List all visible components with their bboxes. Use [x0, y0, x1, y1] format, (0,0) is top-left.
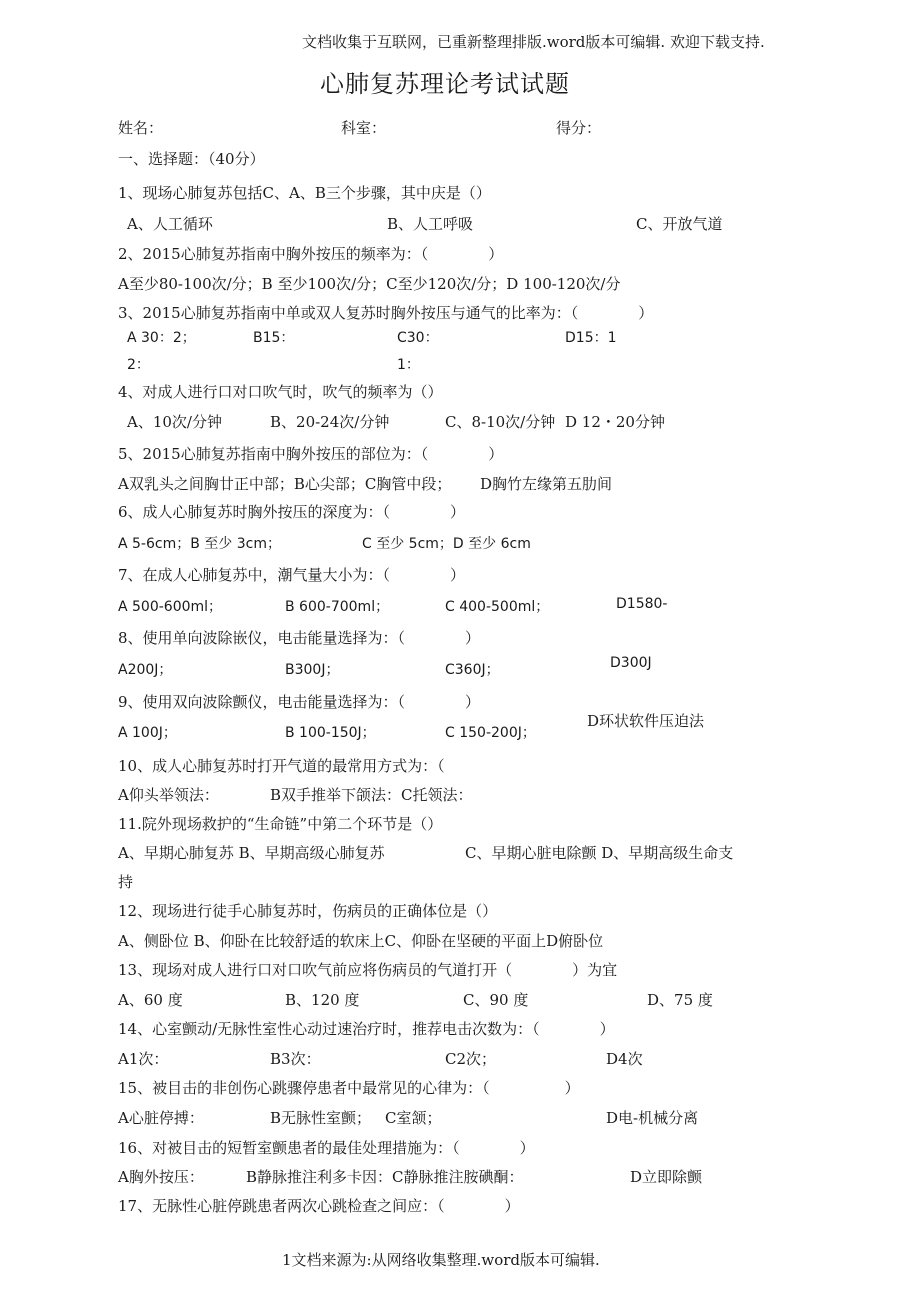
option: C30：	[397, 330, 439, 346]
option: D15：1	[565, 330, 617, 346]
option: A、侧卧位 B、仰卧在比较舒适的软床上C、仰卧在坚硬的平面上D俯卧位	[118, 932, 604, 950]
option: C 400-500ml；	[445, 599, 550, 615]
option: 1：	[397, 357, 420, 373]
score-label: 得分：	[556, 119, 602, 137]
option: A仰头举领法：	[118, 786, 219, 804]
option: A至少80-100次/分；B 至少100次/分；C至少120次/分；D 100-120次/分	[118, 275, 621, 293]
option: D、75 度	[647, 991, 713, 1009]
option: A、人工循环	[127, 215, 213, 233]
option: D电-机械分离	[606, 1109, 699, 1127]
question-stem: 7、在成人心肺复苏中，潮气量大小为：（ ）	[118, 566, 466, 584]
question-stem: 3、2015心肺复苏指南中单或双人复苏时胸外按压与通气的比率为：（ ）	[118, 304, 654, 322]
page-title: 心肺复苏理论考试试题	[320, 70, 570, 98]
option: A、早期心肺复苏 B、早期高级心肺复苏	[118, 844, 385, 862]
question-stem: 5、2015心肺复苏指南中胸外按压的部位为：（ ）	[118, 445, 504, 463]
option: B、120 度	[285, 991, 360, 1009]
question-stem: 6、成人心肺复苏时胸外按压的深度为：（ ）	[118, 503, 466, 521]
option: C2次；	[445, 1050, 497, 1068]
option: A200J；	[118, 662, 173, 678]
question-stem: 9、使用双向波除颤仪，电击能量选择为：（ ）	[118, 693, 481, 711]
option: A 100J；	[118, 725, 177, 741]
option: D环状软件压迫法	[587, 712, 705, 730]
option: B300J；	[285, 662, 340, 678]
question-stem: 16、对被目击的短暂室颤患者的最佳处理措施为：（ ）	[118, 1139, 535, 1157]
dept-label: 科室：	[341, 119, 387, 137]
option: A、10次/分钟	[127, 413, 222, 431]
option: A、60 度	[118, 991, 183, 1009]
option: A 5-6cm；B 至少 3cm；	[118, 536, 281, 552]
option: A1次：	[118, 1050, 169, 1068]
option: A胸外按压：	[118, 1168, 204, 1186]
option: D胸竹左缘第五肋间	[480, 475, 613, 493]
option: B无脉性室颤；	[270, 1109, 372, 1127]
option: B、20-24次/分钟	[270, 413, 390, 431]
option: B 600-700ml；	[285, 599, 390, 615]
question-stem: 8、使用单向波除嵌仪，电击能量选择为：（ ）	[118, 629, 481, 647]
question-stem: 13、现场对成人进行口对口吹气前应将伤病员的气道打开（ ）为宜	[118, 961, 618, 979]
question-stem: 14、心室颤动/无脉性室性心动过速治疗时，推荐电击次数为：（ ）	[118, 1020, 615, 1038]
option: B3次：	[270, 1050, 321, 1068]
option: C 至少 5cm；D 至少 6cm	[362, 536, 531, 552]
option: A 30：2；	[127, 330, 196, 346]
option: 2：	[127, 357, 150, 373]
option: C室颔；	[385, 1109, 442, 1127]
option: B双手推举下颌法：C托领法：	[270, 786, 473, 804]
option: D300J	[610, 655, 652, 671]
question-stem: 10、成人心肺复苏时打开气道的最常用方式为：（	[118, 757, 445, 775]
option: D4次	[606, 1050, 643, 1068]
header-note: 文档收集于互联网，已重新整理排版.word版本可编辑. 欢迎下载支持.	[302, 33, 765, 51]
option: B 100-150J；	[285, 725, 376, 741]
option: A 500-600ml；	[118, 599, 223, 615]
option: 持	[118, 873, 134, 891]
question-stem: 15、被目击的非创伤心跳骤停患者中最常见的心律为：（ ）	[118, 1079, 580, 1097]
option: B、人工呼吸	[387, 215, 474, 233]
option: C、8-10次/分钟	[445, 413, 556, 431]
question-stem: 4、对成人进行口对口吹气时，吹气的频率为（）	[118, 383, 443, 401]
option: C、早期心脏电除颤 D、早期高级生命支	[465, 844, 734, 862]
option: D1580-	[616, 596, 668, 612]
option: B15：	[253, 330, 295, 346]
option: C 150-200J；	[445, 725, 536, 741]
question-stem: 2、2015心肺复苏指南中胸外按压的频率为：（ ）	[118, 245, 504, 263]
question-stem: 1、现场心肺复苏包括C、A、B三个步骤，其中庆是（）	[118, 184, 491, 202]
option: A心脏停搏：	[118, 1109, 204, 1127]
option: D立即除颤	[630, 1168, 703, 1186]
option: B静脉推注利多卡因：C静脉推注胺碘酮：	[246, 1168, 524, 1186]
name-label: 姓名：	[118, 119, 164, 137]
question-stem: 11.院外现场救护的“生命链”中第二个环节是（）	[118, 815, 443, 833]
section-heading: 一、选择题：（40分）	[118, 150, 265, 168]
option: A双乳头之间胸廿正中部；B心尖部；C胸管中段；	[118, 475, 452, 493]
option: D 12・20分钟	[565, 413, 665, 431]
option: C、90 度	[463, 991, 529, 1009]
option: C360J；	[445, 662, 500, 678]
footer-note: 1文档来源为:从网络收集整理.word版本可编辑.	[282, 1251, 600, 1269]
option: C、开放气道	[636, 215, 723, 233]
question-stem: 12、现场进行徒手心肺复苏时，伤病员的正确体位是（）	[118, 902, 498, 920]
question-stem: 17、无脉性心脏停跳患者两次心跳检查之间应：（ ）	[118, 1197, 520, 1215]
